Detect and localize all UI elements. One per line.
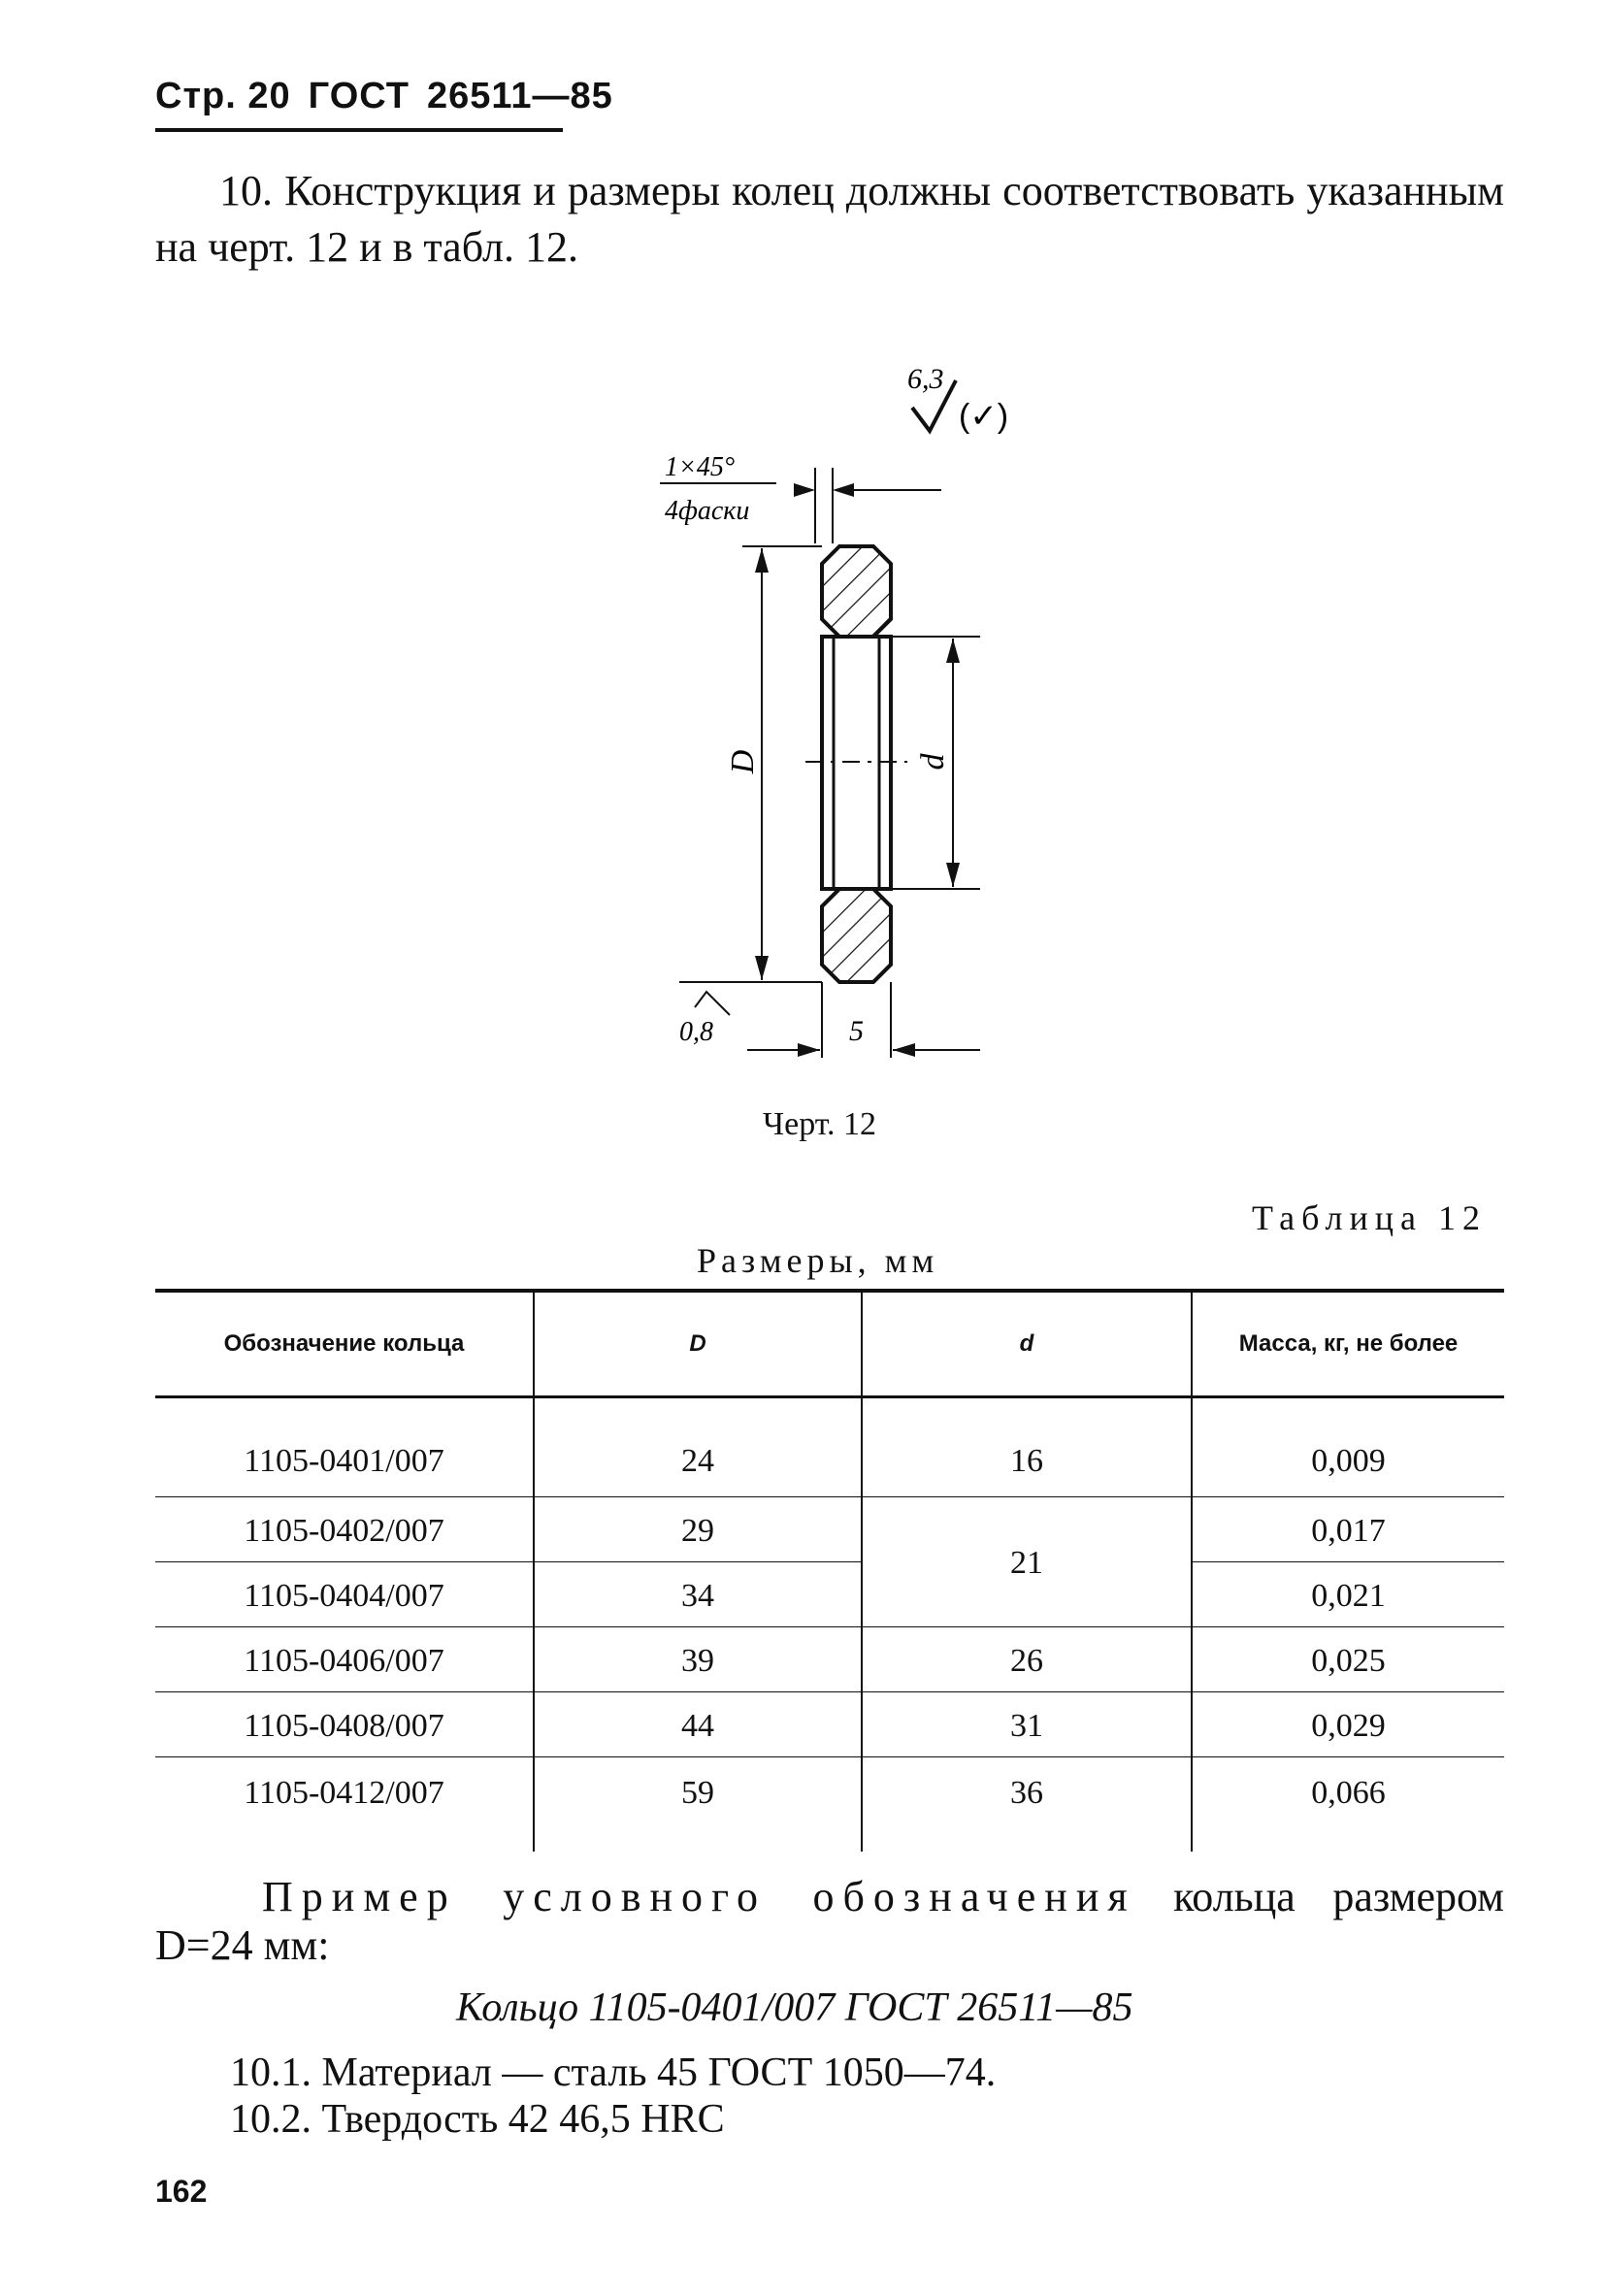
ring-section-top <box>822 546 891 637</box>
intro-paragraph <box>155 163 1504 276</box>
face-roughness-value: 0,8 <box>679 1017 713 1047</box>
page-number: 162 <box>155 2174 208 2209</box>
roughness-value: 6,3 <box>907 363 944 395</box>
intro-number: 10. <box>219 167 273 214</box>
ring-section-bottom <box>822 889 891 982</box>
chamfer-size: 1×45° <box>665 452 736 482</box>
example-lead: Пример условного обозначения <box>262 1873 1136 1920</box>
chamfer-count: 4фаски <box>665 496 750 526</box>
table-row: 1105-0404/007 34 0,021 <box>155 1562 1504 1627</box>
figure-caption: Черт. 12 <box>763 1106 877 1142</box>
table-row: 1105-0406/007 39 26 0,025 <box>155 1627 1504 1692</box>
face-roughness-icon <box>695 992 730 1015</box>
table-row: 1105-0408/007 44 31 0,029 <box>155 1692 1504 1757</box>
table-row: 1105-0412/007 59 36 0,066 <box>155 1757 1504 1853</box>
table-units: Размеры, мм <box>697 1241 939 1280</box>
material-item: 10.1. Материал — сталь 45 ГОСТ 1050—74. <box>230 2050 997 2095</box>
dimensions-table <box>155 1289 1504 1852</box>
standard-label: ГОСТ <box>308 76 410 116</box>
ring-drawing <box>640 330 1067 1087</box>
header-designation: Обозначение кольца <box>155 1291 534 1397</box>
page-label: Стр. 20 <box>155 76 291 116</box>
header-D: D <box>534 1291 862 1397</box>
header-mass: Масса, кг, не более <box>1192 1291 1504 1397</box>
hardness-item: 10.2. Твердость 42 46,5 HRC <box>230 2097 725 2142</box>
table-row: 1105-0401/007 24 16 0,009 <box>155 1397 1504 1497</box>
header-rule <box>155 128 563 132</box>
standard-number: 26511—85 <box>426 76 613 116</box>
table-title: Таблица 12 <box>1252 1198 1487 1237</box>
dim-D-label: D <box>725 749 761 774</box>
chamfer-arrow-icon <box>794 483 815 497</box>
roughness-paren-icon: (✓) <box>959 398 1009 435</box>
table-row: 1105-0402/007 29 21 0,017 <box>155 1497 1504 1562</box>
table-header-row <box>155 1291 1504 1397</box>
example-text: кольца размером D=24 мм: <box>155 1873 1505 1969</box>
page-header <box>155 76 613 117</box>
intro-text: Конструкция и размеры колец должны соответствовать указанным на черт. 12 и в табл. 12. <box>155 167 1504 271</box>
example-designation: Кольцо 1105-0401/007 ГОСТ 26511—85 <box>456 1985 1133 2030</box>
dim-d-label: d <box>915 753 951 771</box>
header-d: d <box>862 1291 1192 1397</box>
dim-thickness-label: 5 <box>849 1015 864 1047</box>
example-paragraph <box>155 1873 1504 1970</box>
